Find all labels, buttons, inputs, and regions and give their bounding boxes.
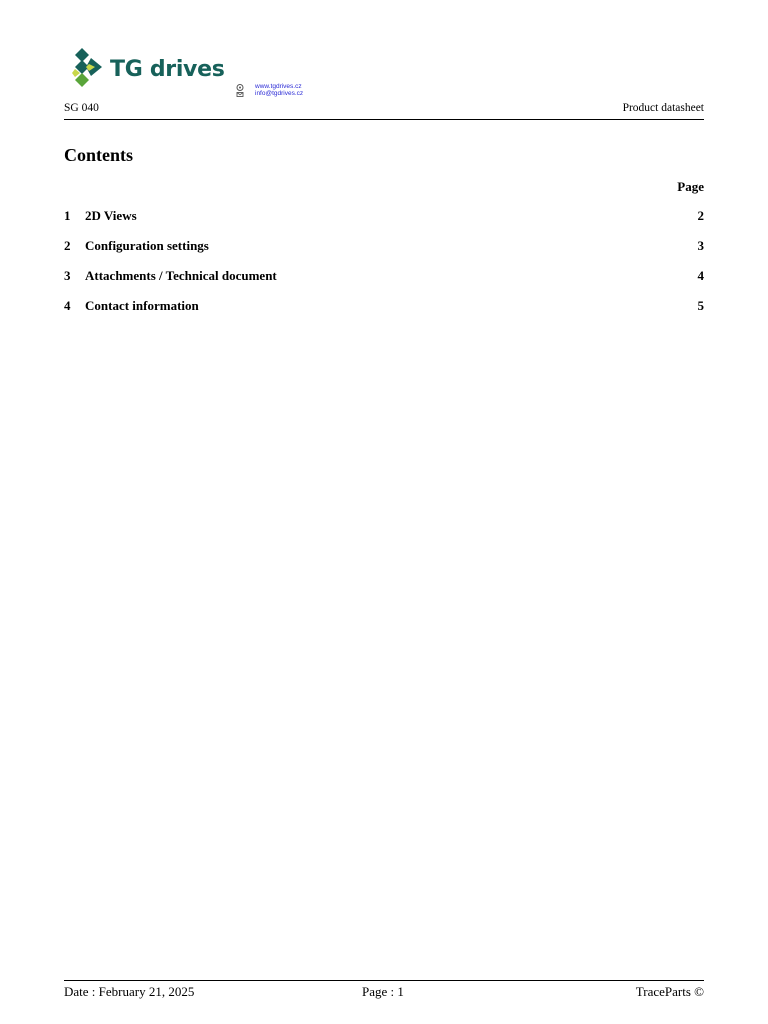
brand-name: TG drives — [110, 57, 225, 82]
toc-entry-label[interactable]: Configuration settings — [85, 238, 209, 253]
document-type: Product datasheet — [622, 102, 704, 114]
toc-entry[interactable] — [64, 298, 704, 328]
toc-entry-page: 2 — [697, 208, 704, 223]
toc-entry-number: 2 — [64, 238, 71, 253]
toc-entry-label[interactable]: Contact information — [85, 298, 199, 313]
logo-mark-icon — [72, 46, 108, 90]
contact-icons — [236, 84, 246, 98]
header-divider — [64, 119, 704, 120]
toc-entry-label[interactable]: 2D Views — [85, 208, 137, 223]
toc-entry-page: 5 — [697, 298, 704, 313]
footer-page-number: Page : 1 — [362, 984, 404, 999]
toc-entry[interactable] — [64, 208, 704, 238]
contact-lines — [255, 84, 303, 97]
footer-row — [64, 984, 704, 1002]
footer-date: Date : February 21, 2025 — [64, 984, 195, 999]
email-link[interactable]: info@tgdrives.cz — [255, 89, 304, 97]
toc-entry-number: 1 — [64, 208, 71, 223]
toc-entry[interactable] — [64, 238, 704, 268]
contents-title: Contents — [64, 145, 134, 165]
toc-entry-number: 4 — [64, 298, 71, 313]
brand-logo — [72, 46, 232, 92]
page-column-header: Page — [677, 179, 704, 194]
footer-copyright: TraceParts © — [635, 984, 704, 999]
toc-entry-page: 3 — [697, 238, 704, 253]
toc-entry-page: 4 — [697, 268, 704, 283]
product-code: SG 040 — [64, 102, 99, 114]
footer-divider — [64, 980, 704, 981]
toc-entry[interactable] — [64, 268, 704, 298]
table-of-contents — [64, 208, 704, 328]
header-row — [64, 102, 704, 118]
toc-entry-number: 3 — [64, 268, 71, 283]
website-link[interactable]: www.tgdrives.cz — [255, 83, 302, 90]
toc-entry-label[interactable]: Attachments / Technical document — [85, 268, 277, 283]
